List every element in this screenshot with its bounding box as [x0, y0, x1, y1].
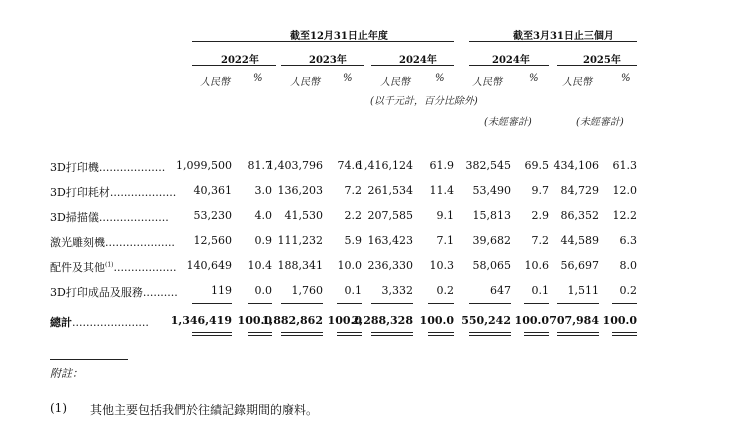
year-rule-2024: [371, 65, 454, 66]
unit-rmb-2023: 人民幣: [290, 77, 320, 88]
table-cell: 261,534: [367, 184, 413, 197]
subtotal-rule-c2: [248, 303, 272, 304]
total-cell: 2,288,328: [351, 314, 413, 327]
total-cell: 100.0: [237, 314, 272, 327]
table-cell: 9.7: [531, 184, 549, 197]
total-underline: [337, 335, 362, 336]
subtotal-rule-c5: [371, 303, 413, 304]
table-cell: 5.9: [344, 234, 362, 247]
total-cell: 1,882,862: [261, 314, 323, 327]
total-underline: [248, 335, 272, 336]
table-cell: 1,416,124: [357, 159, 413, 172]
table-cell: 0.1: [344, 284, 362, 297]
table-cell: 3,332: [381, 284, 413, 297]
row-label-printed-products-services: 3D打印成品及服務..........: [50, 286, 178, 299]
table-cell: 0.2: [619, 284, 637, 297]
unit-pct-2023: %: [343, 73, 353, 84]
year-header-2022: 2022年: [221, 55, 259, 66]
table-cell: 7.2: [344, 184, 362, 197]
row-label-3d-scanners: 3D掃描儀....................: [50, 211, 169, 224]
table-cell: 44,589: [560, 234, 599, 247]
total-cell: 100.0: [602, 314, 637, 327]
table-cell: 7.2: [531, 234, 549, 247]
table-cell: 647: [490, 284, 511, 297]
table-cell: 4.0: [254, 209, 272, 222]
total-cell: 100.0: [419, 314, 454, 327]
footnote-separator: [50, 359, 128, 360]
total-underline: [428, 335, 454, 336]
year-rule-2024-q1: [469, 65, 549, 66]
row-label-laser-engravers: 激光雕刻機....................: [50, 236, 175, 249]
table-cell: 3.0: [254, 184, 272, 197]
table-cell: 0.0: [254, 284, 272, 297]
table-cell: 53,490: [472, 184, 511, 197]
year-rule-2025-q1: [557, 65, 637, 66]
unaudited-note-2025-q1: (未經審計): [576, 117, 624, 128]
group-rule-q: [469, 41, 637, 42]
row-label-accessories-other: 配件及其他$^{(1)}$..................: [50, 261, 177, 274]
total-underline: [524, 335, 549, 336]
unit-rmb-2024-q1: 人民幣: [472, 77, 502, 88]
total-underline: [281, 335, 323, 336]
total-underline: [524, 332, 549, 333]
year-rule-2022: [192, 65, 276, 66]
table-cell: 69.5: [524, 159, 549, 172]
unit-pct-2024-q1: %: [529, 73, 539, 84]
footnote-marker: (1): [50, 401, 67, 415]
table-cell: 12.0: [612, 184, 637, 197]
table-cell: 74.6: [337, 159, 362, 172]
table-cell: 8.0: [619, 259, 637, 272]
table-cell: 61.3: [612, 159, 637, 172]
table-cell: 111,232: [277, 234, 323, 247]
subtotal-rule-c4: [337, 303, 362, 304]
table-cell: 119: [211, 284, 232, 297]
table-cell: 236,330: [367, 259, 413, 272]
total-cell: 100.0: [514, 314, 549, 327]
table-cell: 39,682: [472, 234, 511, 247]
unaudited-note-2024-q1: (未經審計): [484, 117, 532, 128]
table-cell: 0.2: [436, 284, 454, 297]
year-rule-2023: [281, 65, 364, 66]
row-label-3d-consumables: 3D打印耗材...................: [50, 186, 177, 199]
year-header-2024: 2024年: [399, 55, 437, 66]
table-cell: 10.4: [247, 259, 272, 272]
table-cell: 11.4: [429, 184, 454, 197]
table-cell: 58,065: [472, 259, 511, 272]
table-cell: 10.3: [429, 259, 454, 272]
table-cell: 81.7: [247, 159, 272, 172]
table-cell: 207,585: [367, 209, 413, 222]
footnote-text: 其他主要包括我們於往績記錄期間的廢料。: [90, 403, 319, 417]
table-cell: 56,697: [560, 259, 599, 272]
table-cell: 9.1: [436, 209, 454, 222]
table-cell: 40,361: [193, 184, 232, 197]
year-header-2023: 2023年: [309, 55, 347, 66]
total-underline: [428, 332, 454, 333]
total-underline: [192, 332, 232, 333]
total-underline: [371, 335, 413, 336]
total-underline: [248, 332, 272, 333]
table-cell: 1,760: [291, 284, 323, 297]
table-cell: 41,530: [284, 209, 323, 222]
total-cell: 100.0: [327, 314, 362, 327]
unit-pct-2024: %: [435, 73, 445, 84]
table-cell: 10.0: [337, 259, 362, 272]
table-cell: 0.1: [531, 284, 549, 297]
total-underline: [337, 332, 362, 333]
subtotal-rule-c1: [192, 303, 232, 304]
group-header-three-months: 截至3月31日止三個月: [513, 31, 614, 42]
unit-pct-2022: %: [253, 73, 263, 84]
total-underline: [371, 332, 413, 333]
row-label-total: 總計......................: [50, 316, 149, 329]
table-cell: 1,511: [567, 284, 599, 297]
table-cell: 12.2: [612, 209, 637, 222]
total-underline: [612, 335, 637, 336]
table-cell: 53,230: [193, 209, 232, 222]
total-underline: [557, 335, 599, 336]
table-cell: 1,099,500: [176, 159, 232, 172]
table-cell: 86,352: [560, 209, 599, 222]
total-underline: [469, 332, 511, 333]
table-cell: 188,341: [277, 259, 323, 272]
table-cell: 6.3: [619, 234, 637, 247]
table-cell: 2.2: [344, 209, 362, 222]
table-cell: 0.9: [254, 234, 272, 247]
subtotal-rule-c6: [428, 303, 454, 304]
subtotal-rule-c3: [281, 303, 323, 304]
table-cell: 136,203: [277, 184, 323, 197]
subtotal-rule-c10: [612, 303, 637, 304]
footnote-marker-sup: (1): [105, 261, 114, 269]
table-cell: 15,813: [472, 209, 511, 222]
subtotal-rule-c8: [524, 303, 549, 304]
total-underline: [192, 335, 232, 336]
unit-rmb-2025-q1: 人民幣: [562, 77, 592, 88]
group-header-fiscal-year: 截至12月31日止年度: [290, 31, 388, 42]
unit-pct-2025-q1: %: [621, 73, 631, 84]
footnote-heading: 附註：: [50, 367, 83, 380]
table-cell: 10.6: [524, 259, 549, 272]
year-header-2025-q1: 2025年: [583, 55, 621, 66]
subtotal-rule-c7: [469, 303, 511, 304]
unit-rmb-2024: 人民幣: [380, 77, 410, 88]
total-cell: 1,346,419: [170, 314, 232, 327]
total-cell: 707,984: [549, 314, 599, 327]
subtotal-rule-c9: [557, 303, 599, 304]
row-label-3d-printers: 3D打印機...................: [50, 161, 166, 174]
table-cell: 434,106: [553, 159, 599, 172]
total-underline: [612, 332, 637, 333]
total-cell: 550,242: [461, 314, 511, 327]
thousand-note: (以千元計，百分比除外): [370, 96, 478, 107]
table-cell: 12,560: [193, 234, 232, 247]
year-header-2024-q1: 2024年: [492, 55, 530, 66]
table-cell: 163,423: [367, 234, 413, 247]
table-cell: 2.9: [531, 209, 549, 222]
group-rule-fy: [192, 41, 454, 42]
table-cell: 140,649: [186, 259, 232, 272]
total-underline: [557, 332, 599, 333]
table-cell: 84,729: [560, 184, 599, 197]
unit-rmb-2022: 人民幣: [200, 77, 230, 88]
table-cell: 7.1: [436, 234, 454, 247]
table-cell: 382,545: [465, 159, 511, 172]
table-cell: 61.9: [429, 159, 454, 172]
total-underline: [281, 332, 323, 333]
total-underline: [469, 335, 511, 336]
table-cell: 1,403,796: [267, 159, 323, 172]
